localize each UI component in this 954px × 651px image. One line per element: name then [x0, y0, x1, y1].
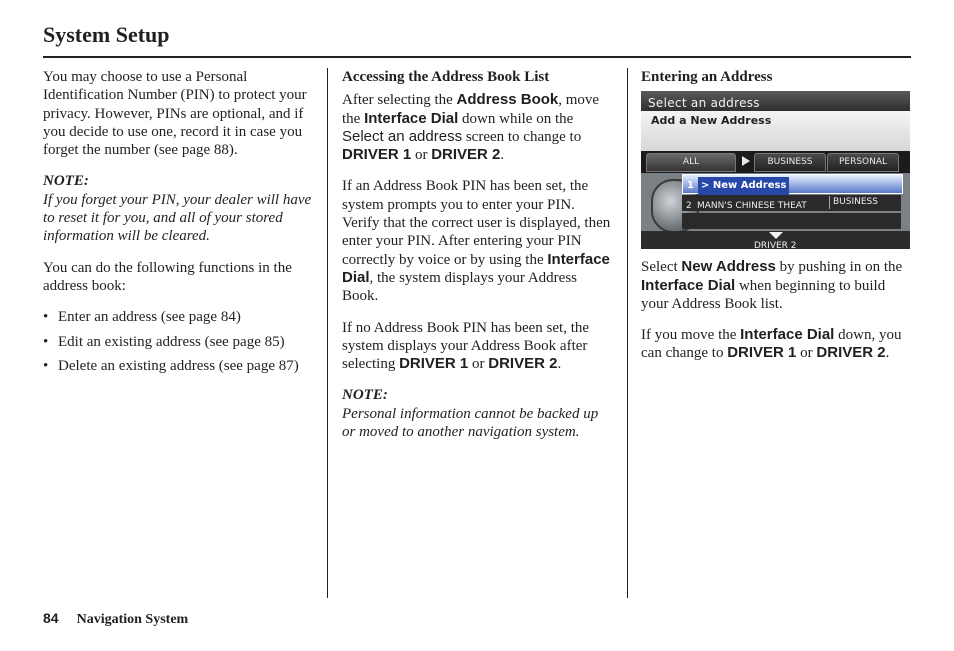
page-footer: [43, 610, 188, 628]
navigation-screen-image: [641, 91, 910, 249]
tab-personal: PERSONAL: [827, 153, 899, 172]
driver-2-term: DRIVER 2: [431, 146, 501, 164]
interface-dial-term: Interface Dial: [364, 109, 459, 127]
driver-1-term: DRIVER 1: [399, 355, 469, 373]
row-category: BUSINESS: [829, 196, 897, 209]
screen-title: Select an address: [648, 96, 760, 111]
right-column: [641, 68, 913, 376]
screen-address-list: [641, 173, 910, 231]
note-heading: NOTE:: [43, 173, 89, 190]
intro-paragraph: You may choose to use a Personal Identification Number (PIN) to protect your privacy. However, PINs are optional, and if you decide to use one, record it in case you forget the number (see page 88).: [43, 69, 307, 159]
text-span: After selecting the: [342, 92, 457, 109]
interface-dial-term: Interface Dial: [641, 276, 736, 294]
row-label: > New Address: [698, 177, 789, 195]
text-span: when beginning to build your Address Book list.: [641, 277, 886, 312]
footer-label: Navigation System: [76, 612, 189, 627]
address-book-term: Address Book: [456, 91, 559, 109]
list-item: • Edit an existing address (see page 85): [43, 333, 315, 351]
middle-paragraph-3: [342, 319, 614, 374]
interface-dial-term: Interface Dial: [342, 250, 610, 286]
text-span: or: [468, 356, 489, 373]
column-divider-2: [627, 68, 628, 598]
text-span: If an Address Book PIN has been set, the system prompts you to enter your PIN. Verify that the correct user is displayed, then enter your PIN. After entering your PIN correctly by voice or by using the: [342, 178, 611, 268]
middle-column: [342, 68, 614, 454]
text-span: screen to change to: [462, 128, 582, 145]
tab-business: BUSINESS: [754, 153, 826, 172]
screen-bottom-bar: [641, 231, 910, 249]
list-row-new-address: [682, 174, 903, 194]
list-item: • Enter an address (see page 84): [43, 308, 315, 326]
text-span: .: [500, 147, 505, 164]
section-heading-address-book: Accessing the Address Book List: [342, 69, 550, 85]
text-span: , move the: [342, 92, 600, 127]
middle-paragraph-2: [342, 177, 614, 305]
functions-paragraph: You can do the following functions in the address book:: [43, 259, 292, 294]
right-paragraph-2: [641, 326, 913, 363]
interface-dial-term: Interface Dial: [740, 326, 835, 344]
play-arrow-icon: [742, 156, 750, 166]
text-span: or: [411, 147, 432, 164]
driver-2-term: DRIVER 2: [488, 355, 558, 373]
note-text: If you forget your PIN, your dealer will have to reset it for you, and all of your stored information will be cleared.: [43, 191, 312, 245]
text-span: If no Address Book PIN has been set, the system displays your Address Book after selecting: [342, 319, 590, 373]
row-label: MANN'S CHINESE THEAT: [697, 201, 807, 212]
functions-list: [43, 308, 315, 375]
text-span: .: [557, 356, 562, 373]
section-heading-entering-address: Entering an Address: [641, 69, 773, 85]
text-span: by pushing in on the: [775, 259, 903, 276]
screen-tab-bar: [641, 151, 910, 173]
driver-1-term: DRIVER 1: [727, 344, 797, 362]
note-text: Personal information cannot be backed up or moved to another navigation system.: [342, 405, 599, 441]
text-span: If you move the: [641, 327, 741, 344]
driver-label: DRIVER 2: [754, 241, 797, 250]
text-span: , the system displays your Address Book.: [342, 269, 578, 305]
text-span: down, you can change to: [641, 327, 902, 362]
middle-paragraph-1: [342, 91, 614, 164]
tab-all: ALL: [646, 153, 736, 172]
text-span: down while on the: [458, 110, 574, 127]
new-address-term: New Address: [681, 258, 776, 276]
driver-1-term: DRIVER 1: [342, 146, 412, 164]
list-row-empty: [682, 213, 901, 229]
left-column: [43, 68, 315, 381]
right-paragraph-1: [641, 258, 913, 313]
screen-title-bar: [641, 91, 910, 111]
driver-2-term: DRIVER 2: [816, 344, 886, 362]
note-heading: NOTE:: [342, 387, 388, 404]
row-number: 1: [687, 180, 694, 192]
list-item: • Delete an existing address (see page 87): [43, 357, 315, 375]
screen-subtitle: Add a New Address: [651, 114, 772, 128]
screen-info-area: [641, 111, 910, 151]
text-span: or: [796, 345, 817, 362]
text-span: Select: [641, 259, 682, 276]
column-divider-1: [327, 68, 328, 598]
page-number: 84: [43, 610, 59, 626]
list-row-address: [682, 195, 901, 211]
page-title: System Setup: [43, 22, 170, 47]
select-address-term: Select an address: [342, 127, 463, 145]
text-span: .: [885, 345, 890, 362]
title-rule: [43, 56, 911, 58]
row-number: 2: [686, 201, 692, 212]
